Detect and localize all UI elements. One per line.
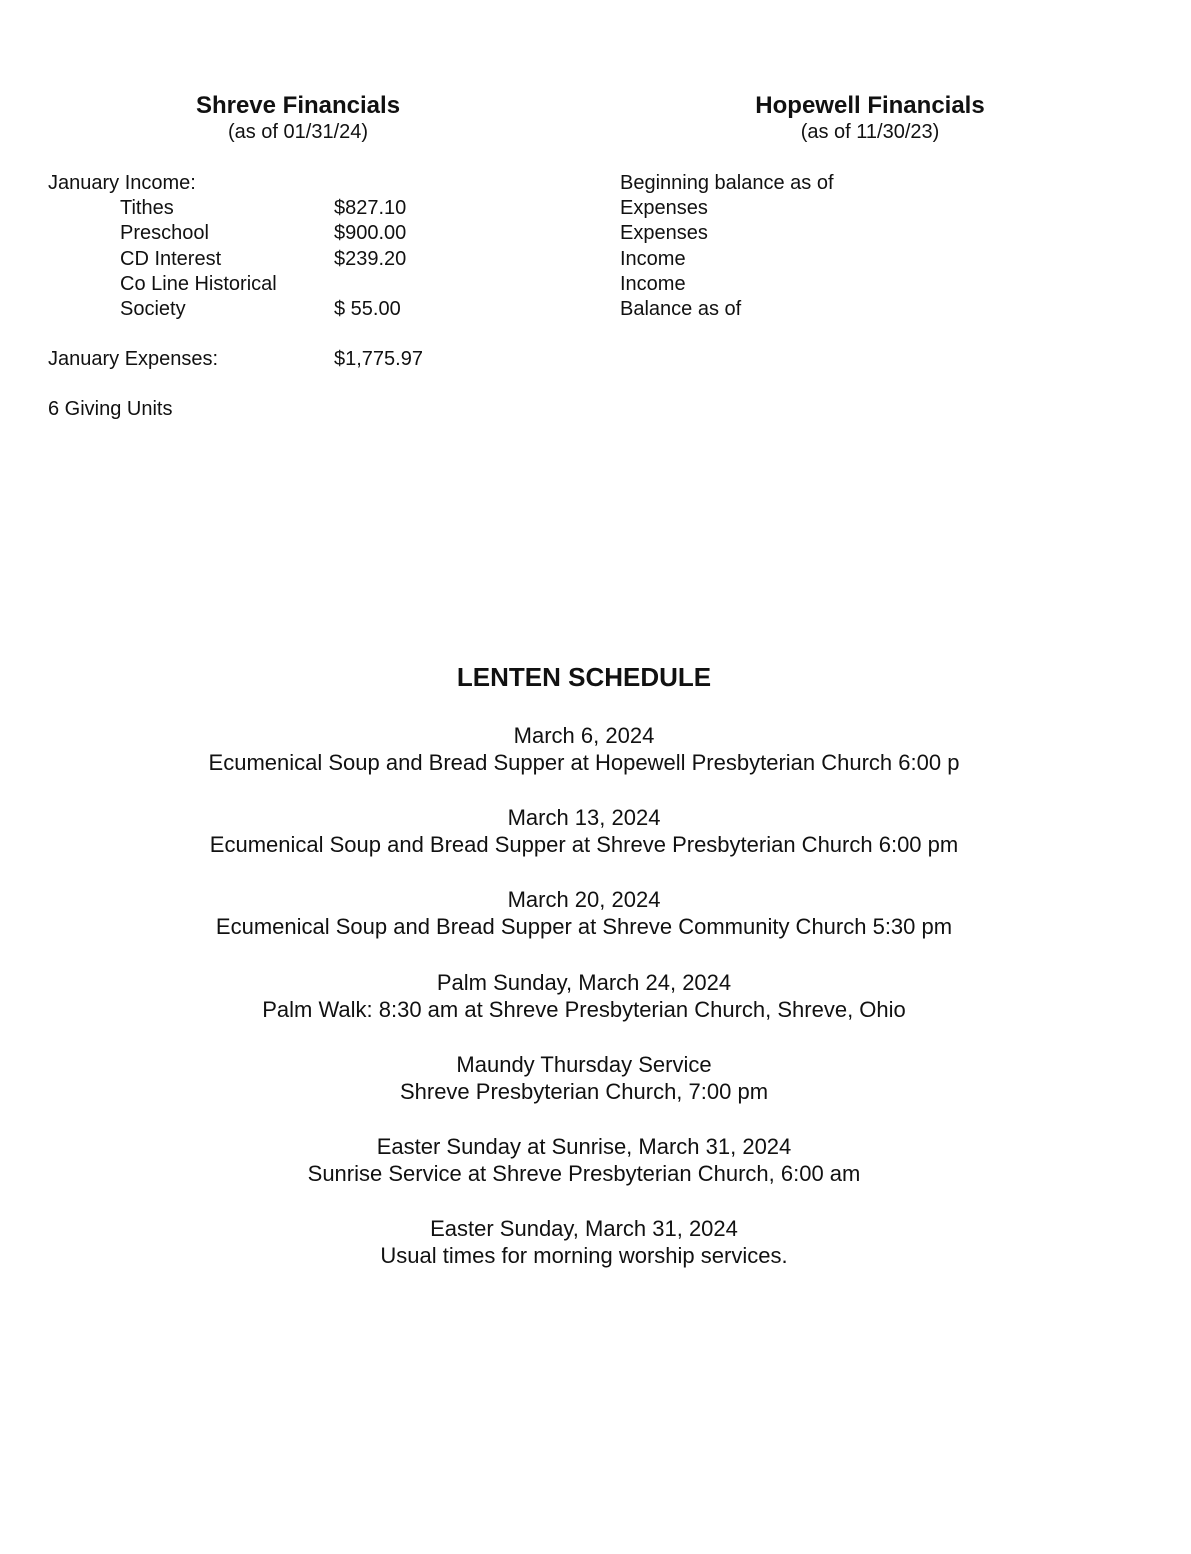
shreve-income-item-amount: $ 55.00 [334, 298, 401, 320]
shreve-income-item-label: CD Interest [120, 248, 222, 270]
hopewell-line: Expenses [620, 197, 708, 219]
shreve-income-item-label: Preschool [120, 222, 209, 244]
lenten-event-date: Easter Sunday, March 31, 2024 [430, 1216, 738, 1241]
shreve-income-item-label-cont: Society [120, 298, 186, 320]
hopewell-title: Hopewell Financials [755, 92, 985, 119]
lenten-event-detail: Ecumenical Soup and Bread Supper at Shreve Community Church 5:30 pm [215, 914, 953, 939]
lenten-event-date: Palm Sunday, March 24, 2024 [436, 970, 732, 995]
shreve-as-of: (as of 01/31/24) [227, 121, 369, 143]
shreve-income-label: January Income: [48, 172, 196, 194]
lenten-event-date: March 13, 2024 [507, 805, 661, 830]
shreve-title: Shreve Financials [195, 92, 401, 119]
hopewell-line: Income [620, 273, 686, 295]
shreve-income-item-amount: $900.00 [334, 222, 407, 244]
shreve-income-item-label: Co Line Historical [120, 273, 277, 295]
hopewell-line: Beginning balance as of [620, 172, 834, 194]
shreve-expenses-amount: $1,775.97 [334, 348, 423, 370]
lenten-event-date: March 6, 2024 [513, 723, 655, 748]
lenten-event-detail: Ecumenical Soup and Bread Supper at Hopewell Presbyterian Church 6:00 p [208, 750, 960, 775]
shreve-giving-units: 6 Giving Units [48, 398, 173, 420]
hopewell-line: Income [620, 248, 686, 270]
lenten-event-date: Easter Sunday at Sunrise, March 31, 2024 [376, 1134, 792, 1159]
hopewell-line: Expenses [620, 222, 708, 244]
lenten-event-detail: Shreve Presbyterian Church, 7:00 pm [399, 1079, 769, 1104]
lenten-event-detail: Sunrise Service at Shreve Presbyterian Church, 6:00 am [307, 1161, 861, 1186]
shreve-expenses-label: January Expenses: [48, 348, 219, 370]
lenten-event-date: March 20, 2024 [507, 887, 661, 912]
hopewell-line: Balance as of [620, 298, 742, 320]
hopewell-as-of: (as of 11/30/23) [800, 121, 940, 143]
shreve-income-item-label: Tithes [120, 197, 174, 219]
shreve-income-item-amount: $239.20 [334, 248, 407, 270]
lenten-title: LENTEN SCHEDULE [456, 662, 712, 692]
lenten-event-date: Maundy Thursday Service [456, 1052, 712, 1077]
lenten-event-detail: Palm Walk: 8:30 am at Shreve Presbyterian Church, Shreve, Ohio [262, 997, 906, 1022]
shreve-income-item-amount: $827.10 [334, 197, 407, 219]
lenten-event-detail: Usual times for morning worship services. [380, 1243, 788, 1268]
lenten-event-detail: Ecumenical Soup and Bread Supper at Shreve Presbyterian Church 6:00 pm [209, 832, 959, 857]
